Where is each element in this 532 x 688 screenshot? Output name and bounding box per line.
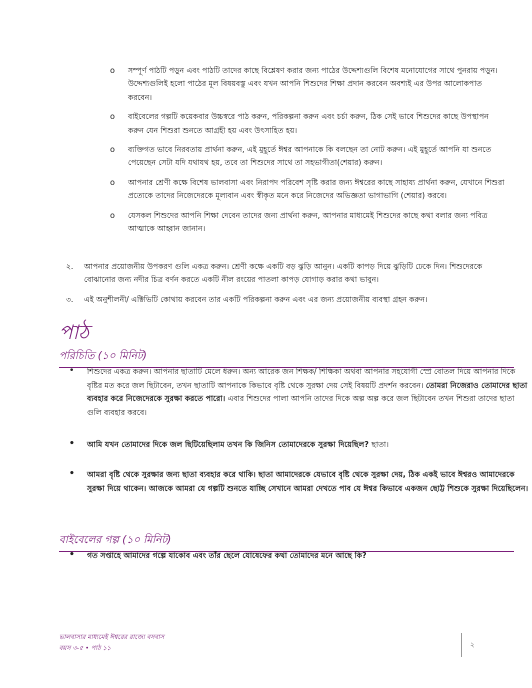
bullet-icon: •	[69, 469, 75, 479]
answer-text: ছাতা।	[371, 440, 389, 449]
list-item	[110, 143, 505, 170]
circle-bullet-icon: o	[110, 210, 115, 220]
story-question-text: গত সপ্তাহে আমাদের গল্পে যাকোব এবং তাঁর ছেলে যোষেফের কথা তোমাদের মনে আছে কি?	[87, 551, 367, 560]
statement-paragraph	[69, 468, 529, 495]
list-number: ৩.	[66, 294, 74, 304]
bible-story-heading: বাইবেলের গল্প (১০ মিনিট)	[59, 533, 514, 552]
footer-subtitle: বয়স ৩-৫ • পাঠ ১১	[59, 644, 111, 652]
bullet-icon: •	[69, 550, 75, 560]
lesson-heading: পাঠ	[59, 320, 90, 344]
preparation-sub-list	[110, 64, 505, 241]
list-item-text: সম্পূর্ণ পাঠটি পড়ুন এবং পাঠটি তাদের কাছে বিশ্লেষণ করার জন্য পাঠের উদ্দেশ্যগুলি বিশেষ মনোযোগের সাথে পুনরায় পড়ুন। উদ্দেশ্যগুলিই হলো পাঠের মূল বিষয়বস্তু এবং যখন আপনি শিশুদের শিক্ষা প্রদান করবেন অবশ্যই এর উপর আলোকপাত করবেন।	[128, 66, 498, 102]
circle-bullet-icon: o	[110, 177, 115, 187]
footer-text	[59, 632, 164, 654]
list-item-text: ব্যক্তিগত ভাবে নিরবতায় প্রার্থনা করুন, এই মুহূর্তে ঈশ্বর আপনাকে কি বলছেন তা নোট করুন। এই মুহূর্তে আপনি যা শুনতে পেয়েছেন সেটা যদি যথাযথ হয়, তবে তা শিশুদের সাথে তা সহভাগীতা(শেয়ার) করুন।	[128, 145, 492, 168]
footer-divider	[461, 633, 462, 657]
story-question-paragraph	[69, 549, 529, 563]
list-item	[110, 209, 505, 236]
intro-bold-text: তোমরা নিজেরাও তোমাদের ছাতা ব্যবহার করে নিজেদেরকে সুরক্ষা করতে পারো।	[87, 380, 528, 404]
list-item	[66, 293, 506, 306]
question-text: আমি যখন তোমাদের দিকে জল ছিটিয়েছিলাম তখন কি জিনিস তোমাদেরকে সুরক্ষা দিয়েছিল?	[87, 440, 369, 449]
circle-bullet-icon: o	[110, 112, 115, 122]
list-item	[110, 64, 505, 104]
list-item	[110, 110, 505, 137]
list-item-text: আপনার প্রয়োজনীয় উপকরণ গুলি একত্র করুন। শ্রেণী কক্ষে একটি বড় ঝুড়ি আনুন। একটি কাপড় দিয়ে ঝুড়িটি ঢেকে দিন। শিশুদেরকে বোঝানোর জন্য নদীর চিত্র বর্ণন করতে একটি নীল রংয়ের পাতলা কাপড় যোগাড় করার কথা ভাবুন।	[84, 262, 483, 285]
numbered-list	[66, 260, 506, 312]
list-item-text: এই অনুশীলনী/ এক্টিভিটি কোথায় করবেন তার একটি পরিকল্পনা করুন এবং এর জন্য প্রয়োজনীয় ব্যবস্থা গ্রহন করুন।	[84, 294, 428, 304]
intro-end-text: এবার শিশুদের পালা আপনি তাদের দিকে অল্প অল্প করে জল ছিটাবেন তখন শিশুরা তাদের ছাতা গুলি ব্যবহার করবে।	[87, 394, 515, 417]
circle-bullet-icon: o	[110, 66, 115, 75]
list-item-text: যেসকল শিশুদের আপনি শিক্ষা দেবেন তাদের জন্য প্রার্থনা করুন, আপনার মাধ্যমেই শিশুদের কাছে কথা বলার জন্য পবিত্র আত্মাকে আহ্বান জানান।	[128, 210, 488, 234]
statement-text: আমরা বৃষ্টি থেকে সুরক্ষার জন্য ছাতা ব্যবহার করে থাকি। ছাতা আমাদেরকে যেভাবে বৃষ্টি থেকে সুরক্ষা দেয়, ঠিক একই ভাবে ঈশ্বরও আমাদেরকে সুরক্ষা দিয়ে থাকেন। আজকে আমরা যে গল্পটি শুনতে যাচ্ছি সেখানে আমরা দেখতে পাব যে ঈশ্বর কিভাবে একজন ছোট্ট শিশুকে সুরক্ষা দিয়েছিলেন।	[87, 470, 529, 493]
question-paragraph	[69, 438, 529, 452]
list-item-text: বাইবেলের গল্পটি কয়েকবার উচ্চস্বরে পাঠ করুন, পরিকল্পনা করুন এবং চর্চা করুন, ঠিক সেই ভাবে শিশুদের কাছে উপস্থাপন করুন যেন শিশুরা শুনতে আগ্রহী হয় এবং উৎসাহিত হয়।	[128, 112, 489, 135]
circle-bullet-icon: o	[110, 145, 115, 155]
bullet-icon: •	[69, 366, 75, 376]
intro-paragraph	[69, 365, 529, 419]
intro-text: শিশুদের একত্র করুন। আপনার ছাতাটি মেলে ধরুন। অন্য আরেক জন শিক্ষক/ শিক্ষিকা অথবা আপনার সহযোগী স্প্রে বোতল দিয়ে আপনার দিকে বৃষ্টির মত করে জল ছিটাবেন, তখন ছাতাটি আপনাকে কিভাবে বৃষ্টি থেকে সুরক্ষা দেয় সেই বিষয়টি প্রদর্শন করবেন।	[87, 367, 516, 390]
list-item	[110, 176, 505, 203]
footer-title: ভালবাসার মাধ্যমেই ঈশ্বরের রাজ্যে বসবাস	[59, 633, 165, 641]
bullet-icon: •	[69, 439, 75, 449]
intro-heading: পরিচিতি (১০ মিনিট)	[59, 349, 514, 368]
list-number: ২.	[66, 262, 74, 271]
list-item-text: আপনার শ্রেণী কক্ষে বিশেষ ভালবাসা এবং নিরাপদ পরিবেশ সৃষ্টি করার জন্য ঈশ্বরের কাছে সাহায্য প্রার্থনা করুন, যেখানে শিশুরা প্রত্যেকে তাদের নিজেদেরকে মূল্যবান এবং স্বীকৃত মনে করে নিজেদের অভিজ্ঞতা ভাগাভাগি (শেয়ার) করবে।	[128, 177, 505, 201]
list-item	[66, 260, 506, 287]
page-number: ২	[470, 641, 475, 649]
